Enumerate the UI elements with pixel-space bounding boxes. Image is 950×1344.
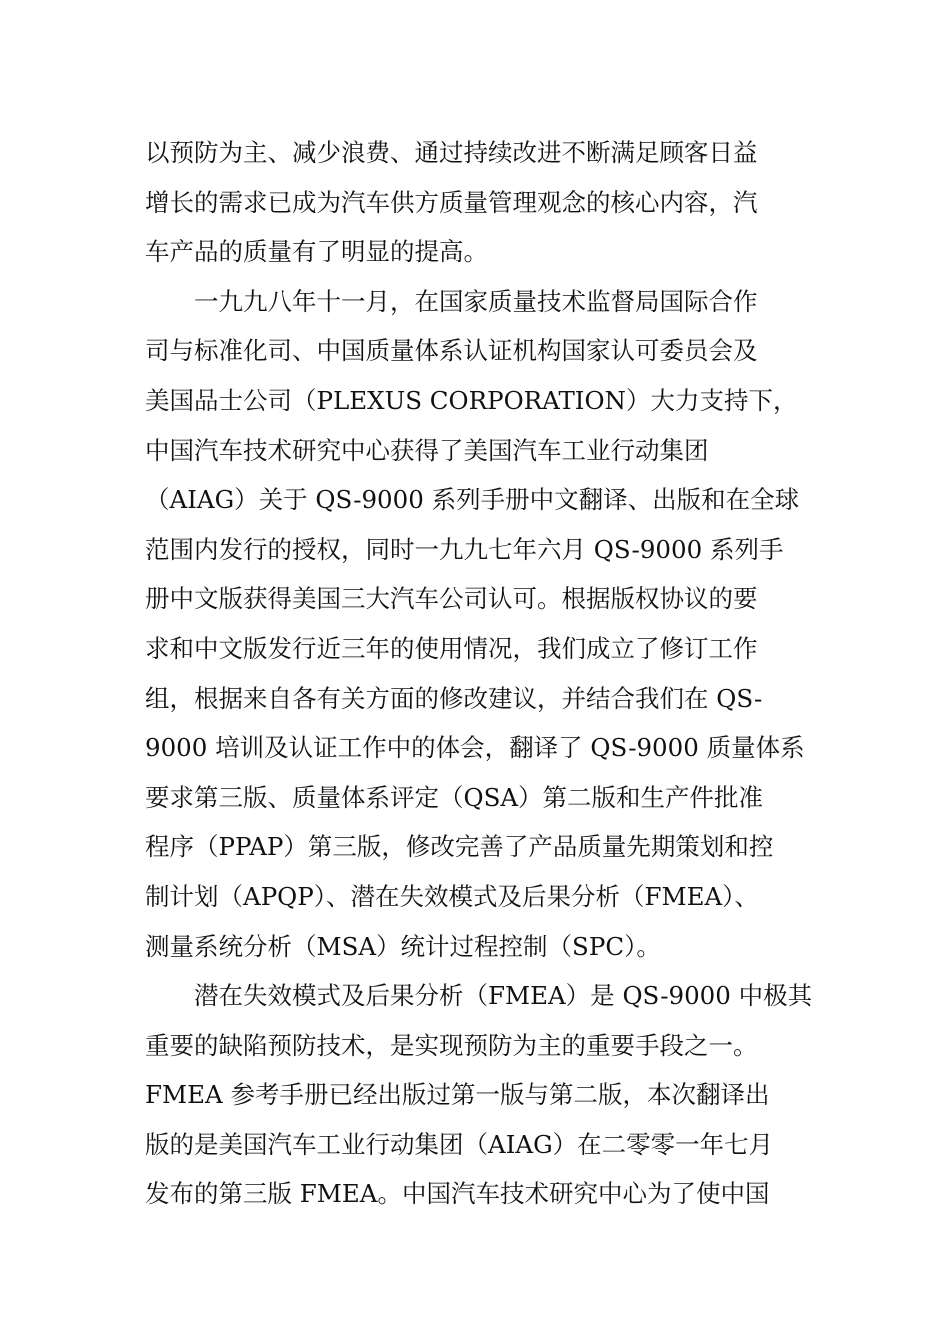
paragraph-first-line: 一九九八年十一月，在国家质量技术监督局国际合作 xyxy=(194,286,758,316)
text-line: 册中文版获得美国三大汽车公司认可。根据版权协议的要 xyxy=(145,584,758,614)
text-line: 要求第三版、质量体系评定（QSA）第二版和生产件批准 xyxy=(145,782,764,812)
paragraph-first-line: 潜在失效模式及后果分析（FMEA）是 QS-9000 中极其 xyxy=(194,981,813,1011)
text-line: 发布的第三版 FMEA。中国汽车技术研究中心为了使中国 xyxy=(145,1179,770,1209)
text-line: 司与标准化司、中国质量体系认证机构国家认可委员会及 xyxy=(145,336,758,366)
text-line: 制计划（APQP）、潜在失效模式及后果分析（FMEA）、 xyxy=(145,881,759,911)
text-line: 美国品士公司（PLEXUS CORPORATION）大力支持下， xyxy=(145,385,798,415)
text-line: 测量系统分析（MSA）统计过程控制（SPC）。 xyxy=(145,931,661,961)
text-line: 中国汽车技术研究中心获得了美国汽车工业行动集团 xyxy=(145,435,709,465)
text-line: 范围内发行的授权，同时一九九七年六月 QS-9000 系列手 xyxy=(145,534,784,564)
text-line: 组，根据来自各有关方面的修改建议，并结合我们在 QS- xyxy=(145,683,763,713)
text-line: 重要的缺陷预防技术，是实现预防为主的重要手段之一。 xyxy=(145,1030,758,1060)
text-line: 增长的需求已成为汽车供方质量管理观念的核心内容，汽 xyxy=(145,187,758,217)
text-line: 程序（PPAP）第三版，修改完善了产品质量先期策划和控 xyxy=(145,832,774,862)
text-line: 版的是美国汽车工业行动集团（AIAG）在二零零一年七月 xyxy=(145,1129,774,1159)
body-text xyxy=(145,128,825,1219)
text-line: （AIAG）关于 QS-9000 系列手册中文翻译、出版和在全球 xyxy=(145,485,800,515)
text-line: 9000 培训及认证工作中的体会，翻译了 QS-9000 质量体系 xyxy=(145,733,805,763)
text-line: 车产品的质量有了明显的提高。 xyxy=(145,237,488,267)
text-line: 以预防为主、减少浪费、通过持续改进不断满足顾客日益 xyxy=(145,138,758,167)
text-line: 求和中文版发行近三年的使用情况，我们成立了修订工作 xyxy=(145,633,758,663)
text-line: FMEA 参考手册已经出版过第一版与第二版，本次翻译出 xyxy=(145,1080,770,1110)
